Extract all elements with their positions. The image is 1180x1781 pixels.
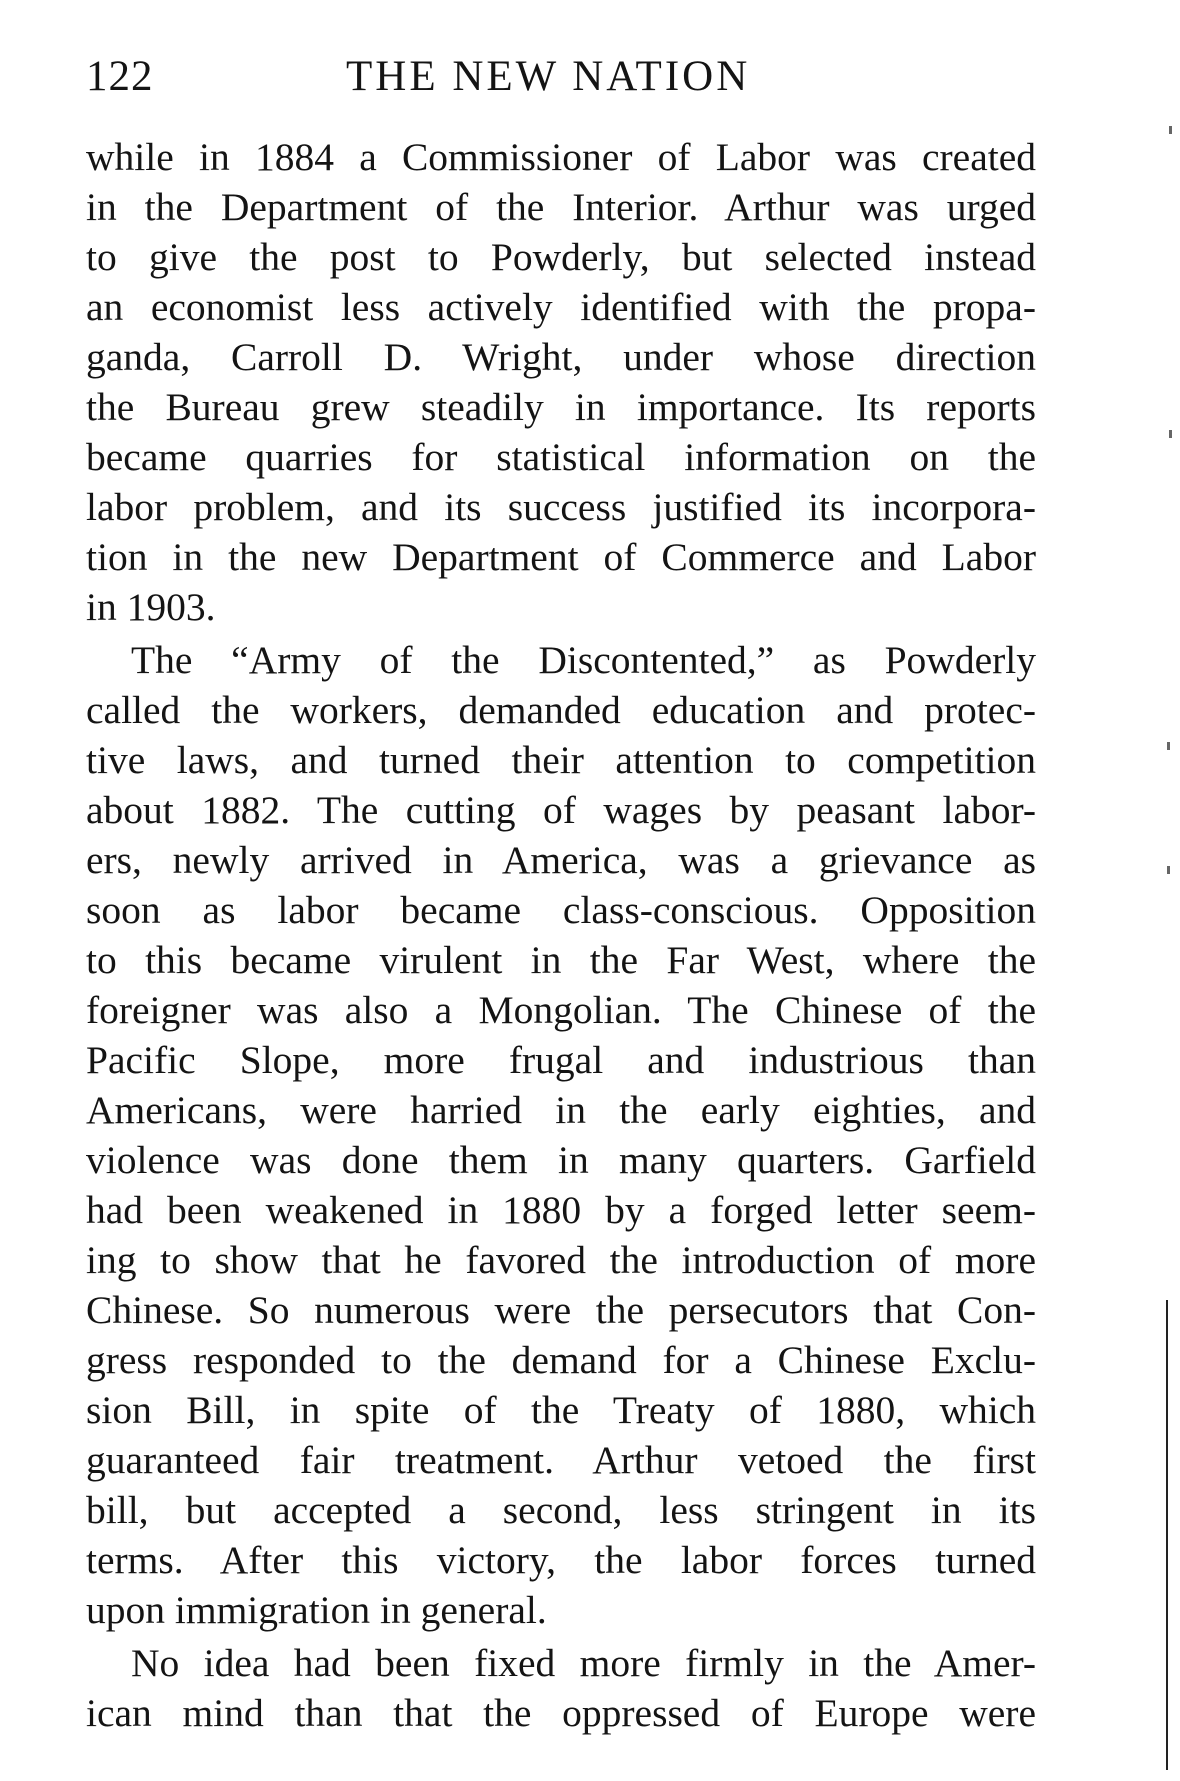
text-line: foreigner was also a Mongolian. The Chinese of the (86, 988, 1036, 1032)
text-line: ican mind than that the oppressed of Europe were (86, 1691, 1036, 1735)
body-text (86, 132, 1036, 1738)
text-line: terms. After this victory, the labor forces turned (86, 1538, 1036, 1582)
text-line: ganda, Carroll D. Wright, under whose direction (86, 335, 1036, 379)
running-head: THE NEW NATION (346, 53, 751, 100)
text-line: tion in the new Department of Commerce and Labor (86, 535, 1036, 579)
text-line: Americans, were harried in the early eighties, and (86, 1088, 1036, 1132)
text-line: to give the post to Powderly, but selected instead (86, 235, 1036, 279)
text-line: bill, but accepted a second, less stringent in its (86, 1488, 1036, 1532)
text-line: in the Department of the Interior. Arthur was urged (86, 185, 1036, 229)
text-line: the Bureau grew steadily in importance. Its reports (86, 385, 1036, 429)
text-line: about 1882. The cutting of wages by peasant labor- (86, 788, 1036, 832)
text-line: guaranteed fair treatment. Arthur vetoed the first (86, 1438, 1036, 1482)
text-line: had been weakened in 1880 by a forged letter seem- (86, 1188, 1036, 1232)
text-line: gress responded to the demand for a Chinese Exclu- (86, 1338, 1036, 1382)
text-line: upon immigration in general. (86, 1588, 547, 1632)
page-edge (1140, 0, 1180, 1781)
text-line: Pacific Slope, more frugal and industrious than (86, 1038, 1036, 1082)
text-line: The “Army of the Discontented,” as Powderly (131, 638, 1036, 682)
text-line: in 1903. (86, 585, 216, 629)
text-line: sion Bill, in spite of the Treaty of 1880, which (86, 1388, 1036, 1432)
page-number: 122 (86, 53, 154, 100)
text-line: tive laws, and turned their attention to competition (86, 738, 1036, 782)
text-line: violence was done them in many quarters. Garfield (86, 1138, 1036, 1182)
text-line: became quarries for statistical information on the (86, 435, 1036, 479)
text-line: Chinese. So numerous were the persecutors that Con- (86, 1288, 1036, 1332)
text-line: to this became virulent in the Far West, where the (86, 938, 1036, 982)
page-header (86, 52, 1036, 112)
text-line: ers, newly arrived in America, was a grievance as (86, 838, 1036, 882)
text-line: an economist less actively identified with the propa- (86, 285, 1036, 329)
text-line: soon as labor became class-conscious. Opposition (86, 888, 1036, 932)
text-line: No idea had been fixed more firmly in the Amer- (131, 1641, 1036, 1685)
text-line: labor problem, and its success justified its incorpora- (86, 485, 1036, 529)
text-line: called the workers, demanded education and protec- (86, 688, 1036, 732)
text-line: ing to show that he favored the introduction of more (86, 1238, 1036, 1282)
text-line: while in 1884 a Commissioner of Labor was created (86, 135, 1036, 179)
